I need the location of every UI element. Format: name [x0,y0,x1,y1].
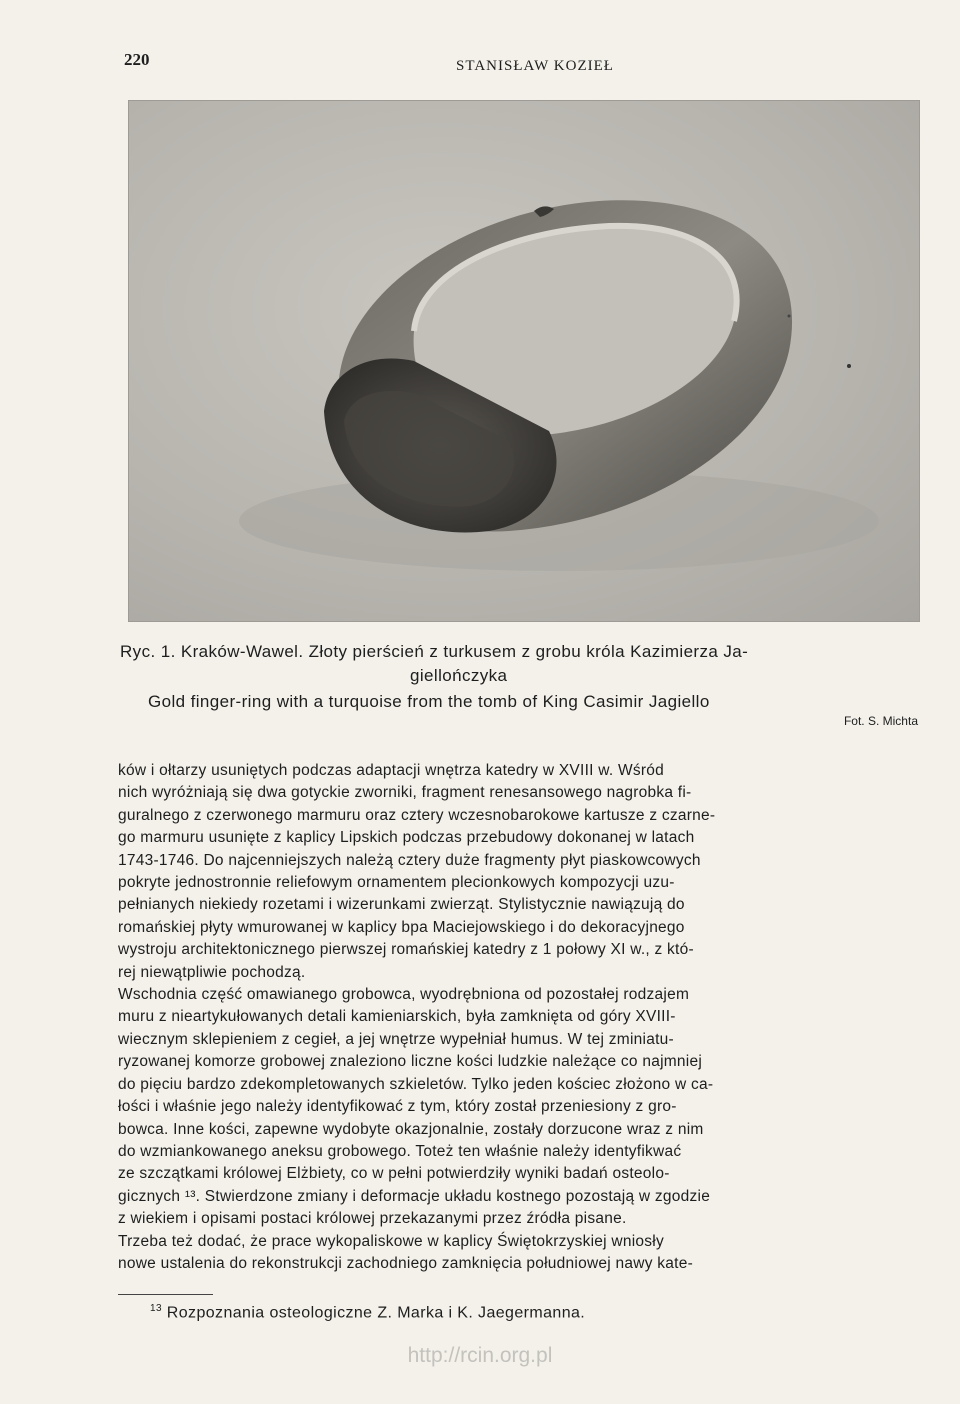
running-head: STANISŁAW KOZIEŁ [456,58,614,74]
text-line: ze szczątkami królowej Elżbiety, co w pełni potwierdziły wyniki badań osteolo- [118,1165,670,1183]
text-line: bowca. Inne kości, zapewne wydobyte okazjonalnie, zostały dorzucone wraz z nim [118,1120,704,1138]
caption-line-1: Ryc. 1. Kraków-Wawel. Złoty pierścień z turkusem z grobu króla Kazimierza Ja- [120,642,749,661]
text-line: nowe ustalenia do rekonstrukcji zachodniego zamknięcia południowej nawy kate- [118,1254,693,1272]
text-line: go marmuru usunięte z kaplicy Lipskich podczas przebudowy dokonanej w latach [118,829,695,847]
figure-caption-english: Gold finger-ring with a turquoise from the tomb of King Casimir Jagiello [148,692,710,711]
ring-photograph [128,100,920,622]
footnote-rule [118,1294,213,1295]
text-line: do wzmiankowanego aneksu grobowego. Toteż ten właśnie należy identyfikwać [118,1142,682,1160]
text-line: do pięciu bardzo zdekompletowanych szkieletów. Tylko jeden kościec złożono w ca- [118,1075,714,1093]
text-line: gicznych ¹³. Stwierdzone zmiany i deformacje układu kostnego pozostają w zgodzie [118,1187,711,1205]
text-line: ryzowanej komorze grobowej znaleziono liczne kości ludzkie należące co najmniej [118,1053,703,1071]
text-line: wiecznym sklepieniem z cegieł, a jej wnętrze wypełniał humus. W tej zminiatu- [118,1030,674,1048]
text-line: wystroju architektonicznego pierwszej romańskiej katedry z 1 połowy XI w., z któ- [118,941,694,959]
body-text [118,760,902,1275]
text-line: z wiekiem i opisami postaci królowej przekazanymi przez źródła pisane. [118,1210,627,1228]
ring-illustration [129,101,919,621]
text-line: 1743-1746. Do najcenniejszych należą cztery duże fragmenty płyt piaskowcowych [118,851,701,869]
footnote [150,1303,585,1322]
text-line: rej niewątpliwie pochodzą. [118,963,306,981]
text-line: pokryte jednostronnie reliefowym ornamentem plecionkowych kompozycji uzu- [118,874,675,892]
text-line: pełnianych niekiedy rozetami i wizerunkami zwierząt. Stylistycznie nawiązują do [118,896,685,914]
footnote-text: Rozpoznania osteologiczne Z. Marka i K. Jaegermanna. [166,1304,586,1322]
footnote-number: 13 [150,1303,162,1314]
text-line: Trzeba też dodać, że prace wykopaliskowe w kaplicy Świętokrzyskiej wniosły [118,1232,664,1250]
figure-caption-polish [120,640,910,688]
photo-credit: Fot. S. Michta [843,714,918,728]
watermark-url: http://rcin.org.pl [407,1344,553,1367]
text-line: muru z nieartykułowanych detali kamieniarskich, była zamknięta od góry XVIII- [118,1008,676,1026]
caption-line-2: giellończyka [410,666,508,685]
text-line: romańskiej płyty wmurowanej w kaplicy bpa Maciejowskiego i do dekoracyjnego [118,918,685,936]
text-line: nich wyróżniają się dwa gotyckie zworniki, fragment renesansowego nagrobka fi- [118,784,692,802]
text-line: ków i ołtarzy usuniętych podczas adaptacji wnętrza katedry w XVIII w. Wśród [118,762,664,779]
page-number: 220 [124,50,150,69]
text-line: łości i właśnie jego należy identyfikować z tym, który został przeniesiony z gro- [118,1098,677,1116]
text-line: Wschodnia część omawianego grobowca, wyodrębniona od pozostałej rodzajem [118,986,690,1004]
text-line: guralnego z czerwonego marmuru oraz cztery wczesnobarokowe kartusze z czarne- [118,806,716,824]
